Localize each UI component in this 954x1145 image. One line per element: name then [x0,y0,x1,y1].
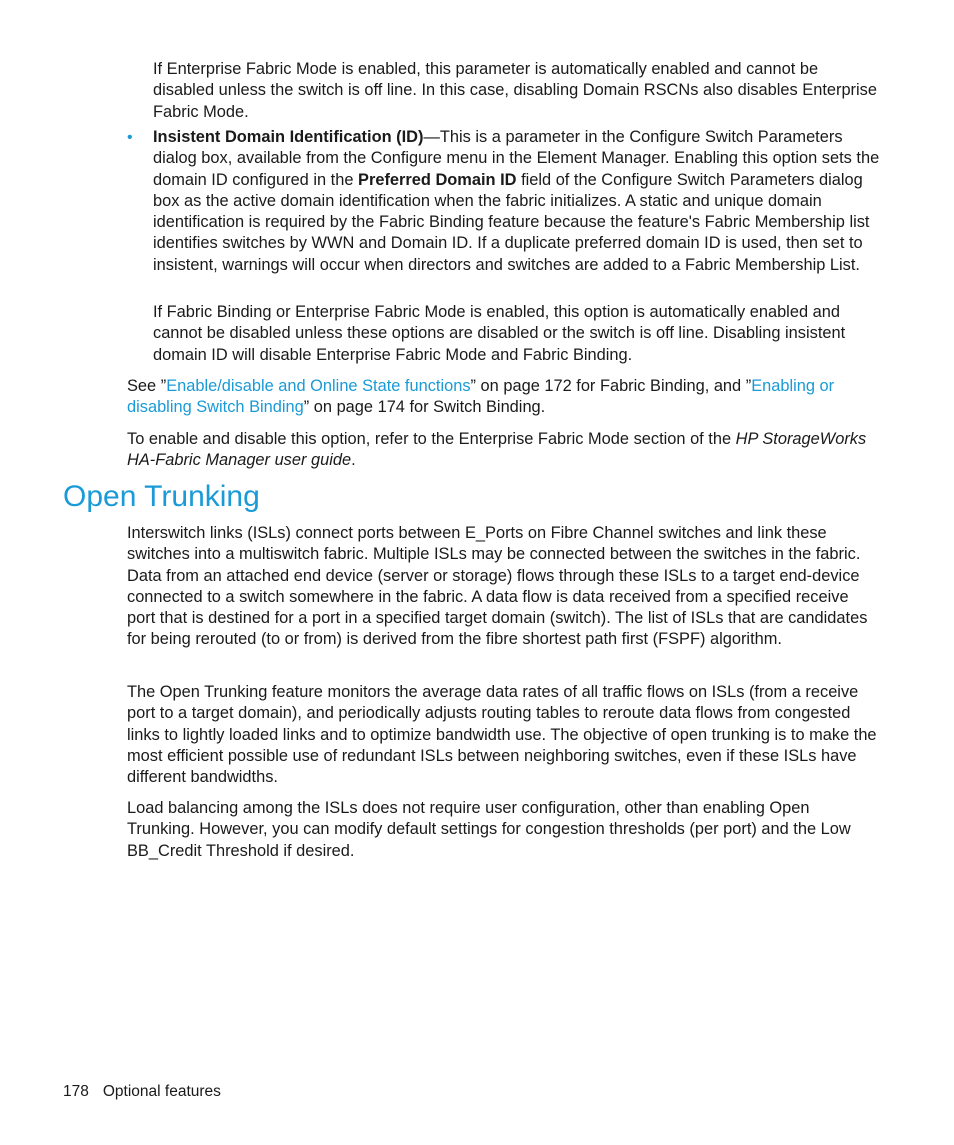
see-references-paragraph [127,376,879,419]
insistent-text-b: field of the Configure Switch Parameters dialog box as the active domain identification when the fabric initializes. A static and unique domain identification is required by the Fabric Binding feature because the feature's Fabric Membership list identifies switches by WWN and Domain ID. If a duplicate preferred domain ID is used, then set to insistent, warnings will occur when directors and switches are added to a Fabric Membership List. [153,170,870,274]
enable-option-paragraph [127,429,879,472]
see-tail: ” on page 174 for Switch Binding. [303,398,546,417]
load-balancing-paragraph: Load balancing among the ISLs does not require user configuration, other than enabling Open Trunking. However, you can modify default settings for congestion thresholds (per port) and the Low BB_Credit Threshold if desired. [127,799,851,860]
fabric-binding-paragraph: If Fabric Binding or Enterprise Fabric Mode is enabled, this option is automatically enabled and cannot be disabled unless these options are disabled or the switch is off line. Disabling insistent domain ID will disable Enterprise Fabric Mode and Fabric Binding. [153,303,846,364]
insistent-domain-term: Insistent Domain Identification (ID) [153,128,424,146]
enabling-switch-binding-link[interactable]: Enabling or disabling Switch Binding [127,377,835,417]
insistent-text-a: —This is a parameter in the Configure Switch Parameters dialog box, available from the Configure menu in the Element Manager. Enabling this option sets the domain ID configured in the [153,128,880,189]
section-heading-open-trunking: Open Trunking [63,480,260,513]
enable-text: To enable and disable this option, refer to the Enterprise Fabric Mode section of the [127,430,736,448]
isl-paragraph: Interswitch links (ISLs) connect ports between E_Ports on Fibre Channel switches and link these switches into a multiswitch fabric. Multiple ISLs may be connected between the switches in the fabric. Data from an attached end device (server or storage) flows through these ISLs to a target end-device connected to a switch somewhere in the fabric. A data flow is data received from a specified receive port that is destined for a port in a specified target domain (switch). The list of ISLs that are candidates for being rerouted (to or from) is derived from the fibre shortest path first (FSPF) algorithm. [127,524,868,649]
see-mid: ” on page 172 for Fabric Binding, and ” [470,377,752,395]
footer-section-title: Optional features [102,1083,221,1100]
open-trunking-monitor-paragraph: The Open Trunking feature monitors the average data rates of all traffic flows on ISLs (from a receive port to a target domain), and periodically adjusts routing tables to reroute data flows from congested links to lightly loaded links and to optimize bandwidth use. The objective of open trunking is to make the most efficient possible use of redundant ISLs between neighboring switches, even if these ISLs have different bandwidths. [127,683,877,787]
page-footer [63,1082,221,1102]
see-lead: See ” [127,377,167,395]
preferred-domain-id-field: Preferred Domain ID [358,170,517,189]
efm-paragraph: If Enterprise Fabric Mode is enabled, this parameter is automatically enabled and cannot be disabled unless the switch is off line. In this case, disabling Domain RSCNs also disables Enterprise Fabric Mode. [153,60,877,121]
page-number: 178 [63,1083,89,1100]
bullet-marker: • [127,129,133,146]
enable-disable-online-state-link[interactable]: Enable/disable and Online State functions [166,377,471,395]
user-guide-title: HP StorageWorks HA-Fabric Manager user guide [127,430,867,470]
enable-end: . [351,451,356,470]
insistent-domain-bullet [153,127,883,276]
